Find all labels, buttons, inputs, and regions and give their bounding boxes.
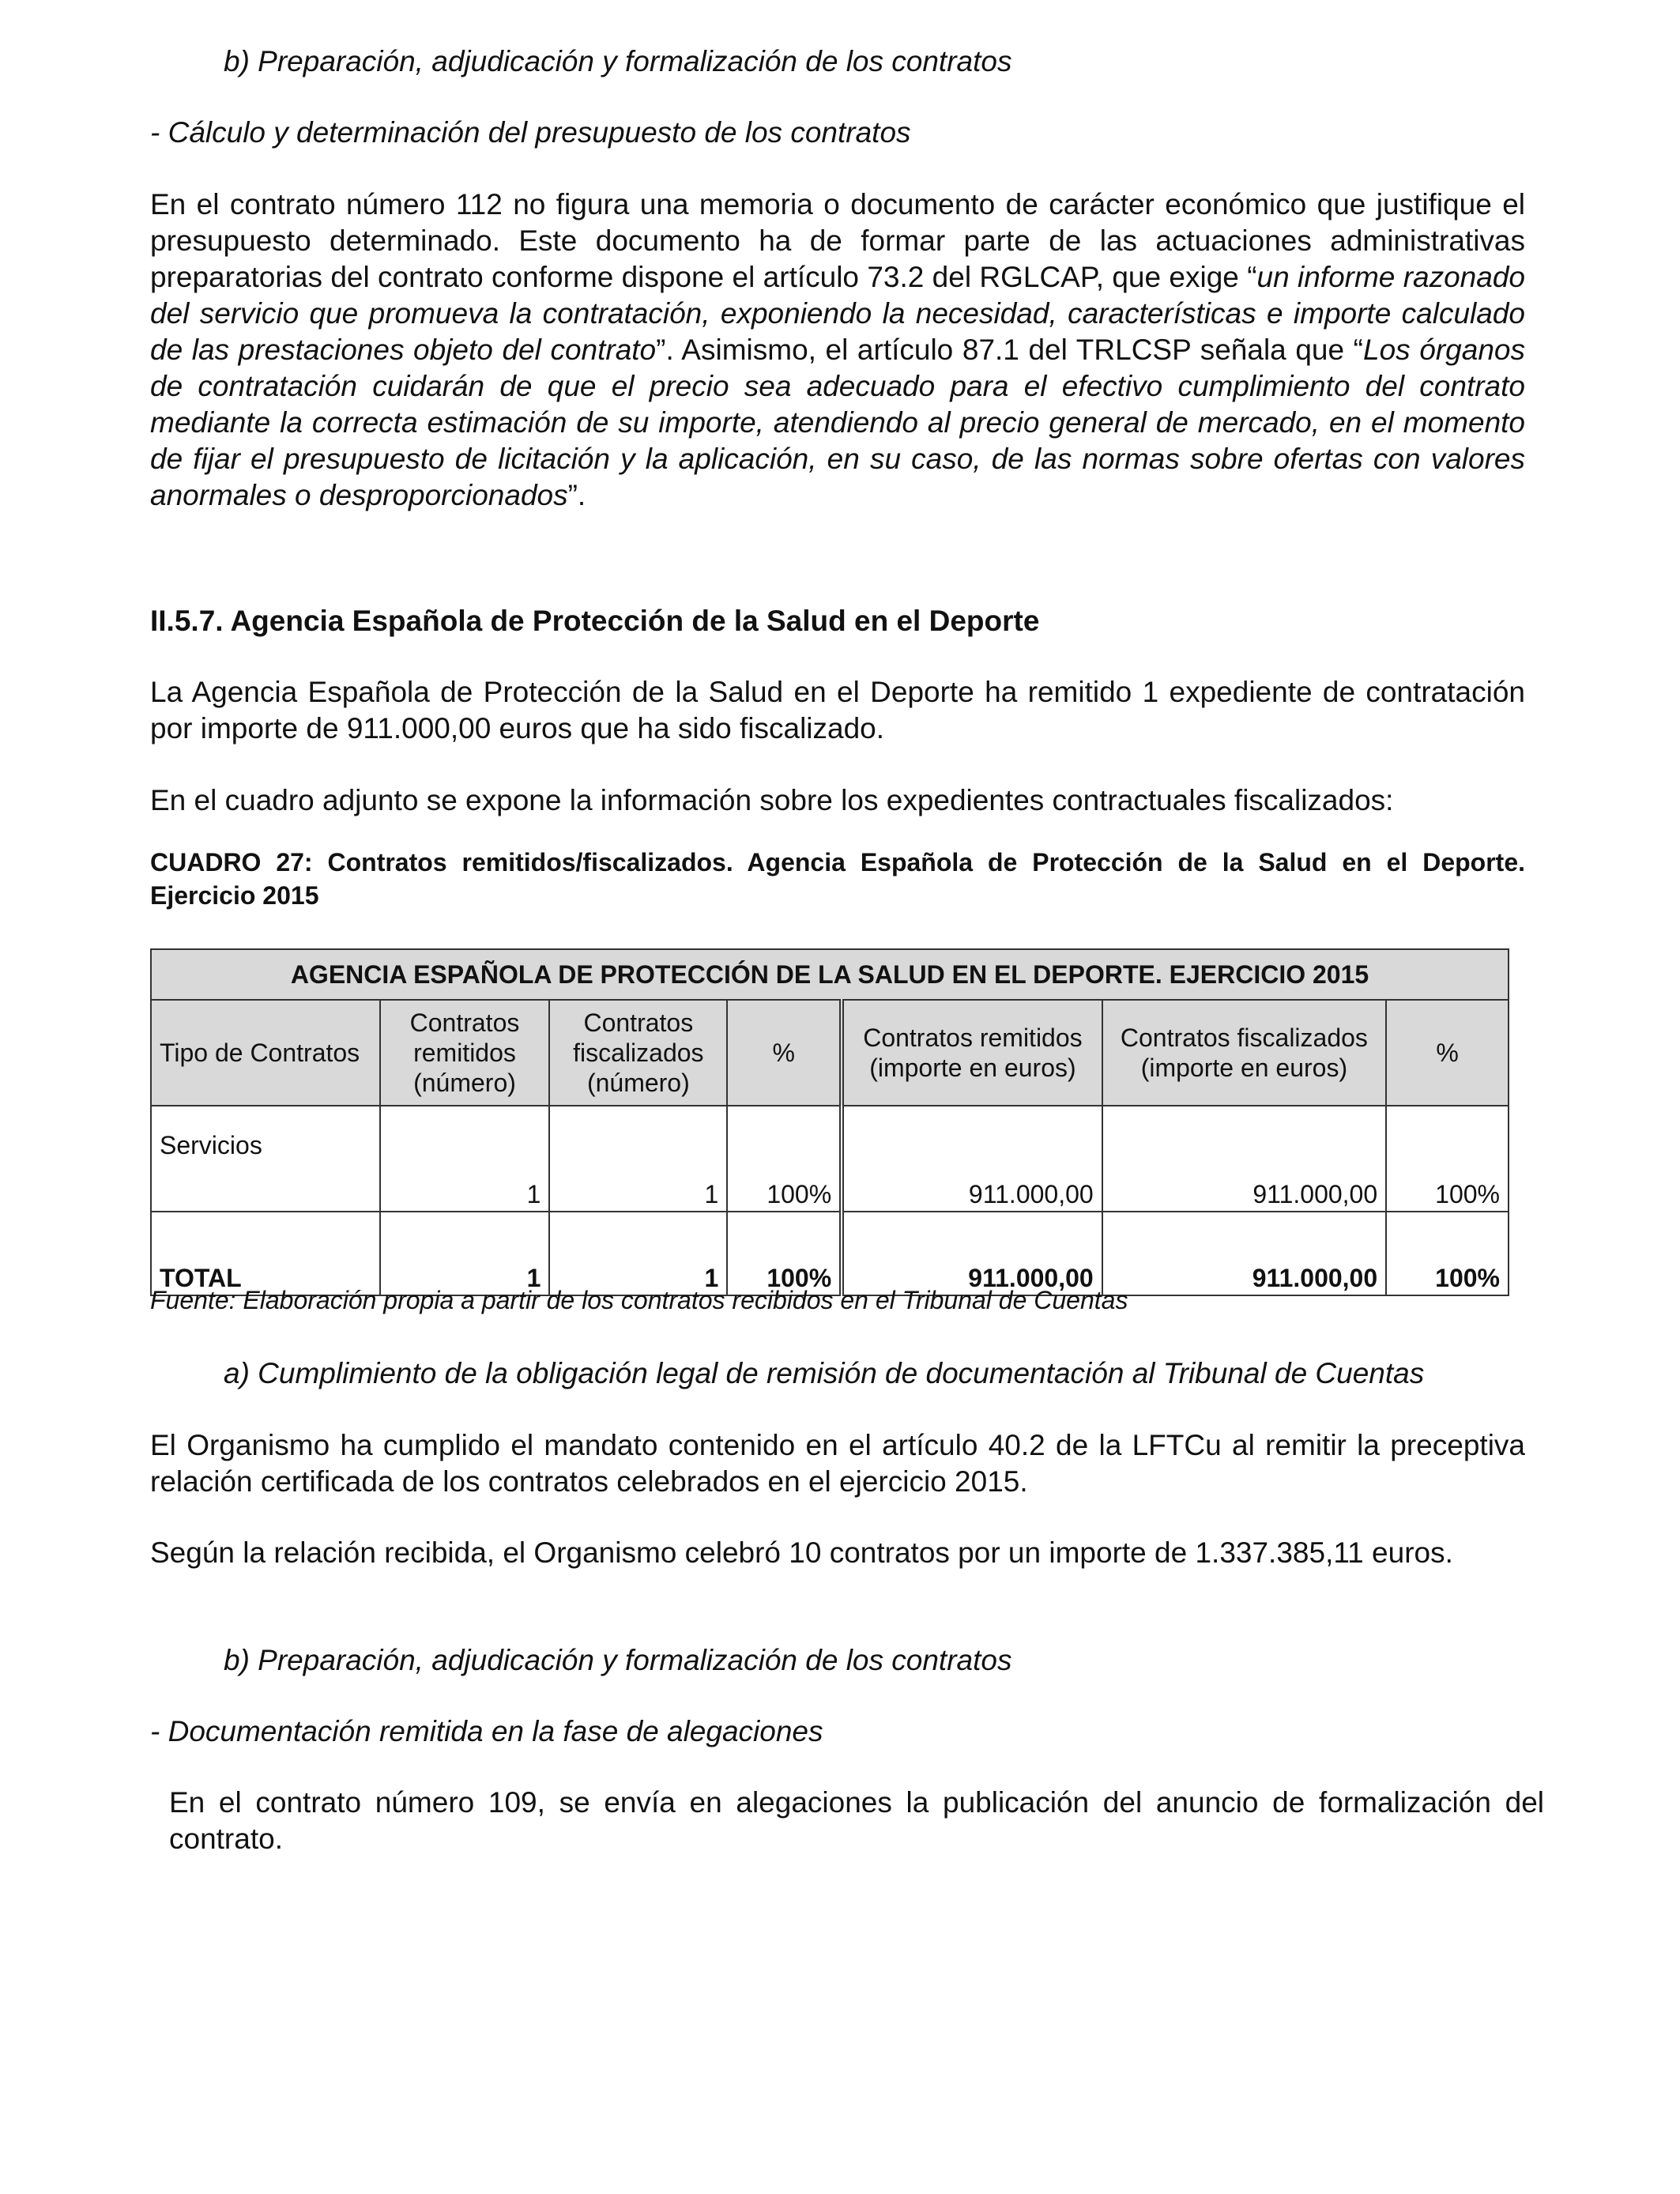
table-cell: 911.000,00 (842, 1212, 1102, 1295)
table-row-total (151, 1212, 1509, 1295)
header-cell: % (727, 1000, 842, 1106)
heading-calculo: - Cálculo y determinación del presupuesto de los contratos (150, 116, 911, 149)
paragraph-mandato: El Organismo ha cumplido el mandato contenido en el artículo 40.2 de la LFTCu al remitir la preceptiva relación certificada de los contratos celebrados en el ejercicio 2015. (150, 1429, 1525, 1498)
heading-documentacion: - Documentación remitida en la fase de alegaciones (150, 1715, 823, 1747)
header-cell: Tipo de Contratos (151, 1000, 380, 1106)
heading-preparacion: b) Preparación, adjudicación y formalización de los contratos (224, 45, 1012, 77)
header-cell: Contratos remitidos (importe en euros) (842, 1000, 1102, 1106)
paragraph-expediente: La Agencia Española de Protección de la Salud en el Deporte ha remitido 1 expediente de contratación por importe de 911.000,00 euros que ha sido fiscalizado. (150, 676, 1525, 745)
p1-quote-trlcsp: Los órganos de contratación cuidarán de que el precio sea adecuado para el efectivo cumplimiento del contrato mediante la correcta estimación de su importe, atendiendo al precio general de mercado, en el momento de fijar el presupuesto de licitación y la aplicación, en su caso, de las normas sobre ofertas con valores anormales o desproporcionados (150, 334, 1525, 511)
contracts-table (150, 948, 1509, 1296)
paragraph-cuadro-intro: En el cuadro adjunto se expone la información sobre los expedientes contractuales fiscalizados: (150, 784, 1394, 816)
header-cell: Contratos fiscalizados (número) (549, 1000, 727, 1106)
p1-text-1: En el contrato número 112 no figura una memoria o documento de carácter económico que justifique el presupuesto determinado. Este documento ha de formar parte de las actuaciones administrativas preparatorias del contrato conforme dispone el artículo 73.2 del RGLCAP, que exige “ (150, 188, 1525, 293)
table-cell: 1 (380, 1212, 550, 1295)
table-cell: 911.000,00 (842, 1106, 1102, 1212)
table-cell: 100% (1386, 1106, 1509, 1212)
section-title: II.5.7. Agencia Española de Protección de la Salud en el Deporte (150, 605, 1040, 637)
header-cell: Contratos remitidos (número) (380, 1000, 550, 1106)
table-cell: 1 (380, 1106, 550, 1212)
table-header-row (151, 1000, 1509, 1106)
paragraph-contrato-112 (150, 187, 1525, 514)
table-cell: 911.000,00 (1102, 1212, 1386, 1295)
table-cell: 100% (1386, 1212, 1509, 1295)
table-source-note: Fuente: Elaboración propia a partir de los contratos recibidos en el Tribunal de Cuentas (150, 1286, 1128, 1314)
table-caption: CUADRO 27: Contratos remitidos/fiscalizados. Agencia Española de Protección de la Salud en el Deporte. Ejercicio 2015 (150, 848, 1525, 910)
table-cell: 100% (727, 1212, 842, 1295)
table-cell: TOTAL (151, 1212, 380, 1295)
p1-text-3: ”. (567, 479, 586, 511)
p1-text-2: ”. Asimismo, el artículo 87.1 del TRLCSP señala que “ (656, 334, 1363, 366)
paragraph-relacion: Según la relación recibida, el Organismo celebró 10 contratos por un importe de 1.337.385,11 euros. (150, 1536, 1453, 1569)
table-cell: 911.000,00 (1102, 1106, 1386, 1212)
table-cell: Servicios (151, 1106, 380, 1212)
table-title: AGENCIA ESPAÑOLA DE PROTECCIÓN DE LA SALUD EN EL DEPORTE. EJERCICIO 2015 (151, 949, 1509, 1000)
paragraph-contrato-109: En el contrato número 109, se envía en alegaciones la publicación del anuncio de formalización del contrato. (169, 1786, 1544, 1855)
header-cell: Contratos fiscalizados (importe en euros) (1102, 1000, 1386, 1106)
heading-cumplimiento: a) Cumplimiento de la obligación legal de remisión de documentación al Tribunal de Cuentas (224, 1357, 1425, 1389)
p1-quote-rglcap: un informe razonado del servicio que promueva la contratación, exponiendo la necesidad, características e importe calculado de las prestaciones objeto del contrato (150, 261, 1525, 366)
table-row (151, 1106, 1509, 1212)
table-cell: 1 (549, 1106, 727, 1212)
table-cell: 100% (727, 1106, 842, 1212)
header-cell: % (1386, 1000, 1509, 1106)
heading-preparacion-2: b) Preparación, adjudicación y formalización de los contratos (224, 1644, 1012, 1676)
table-cell: 1 (549, 1212, 727, 1295)
